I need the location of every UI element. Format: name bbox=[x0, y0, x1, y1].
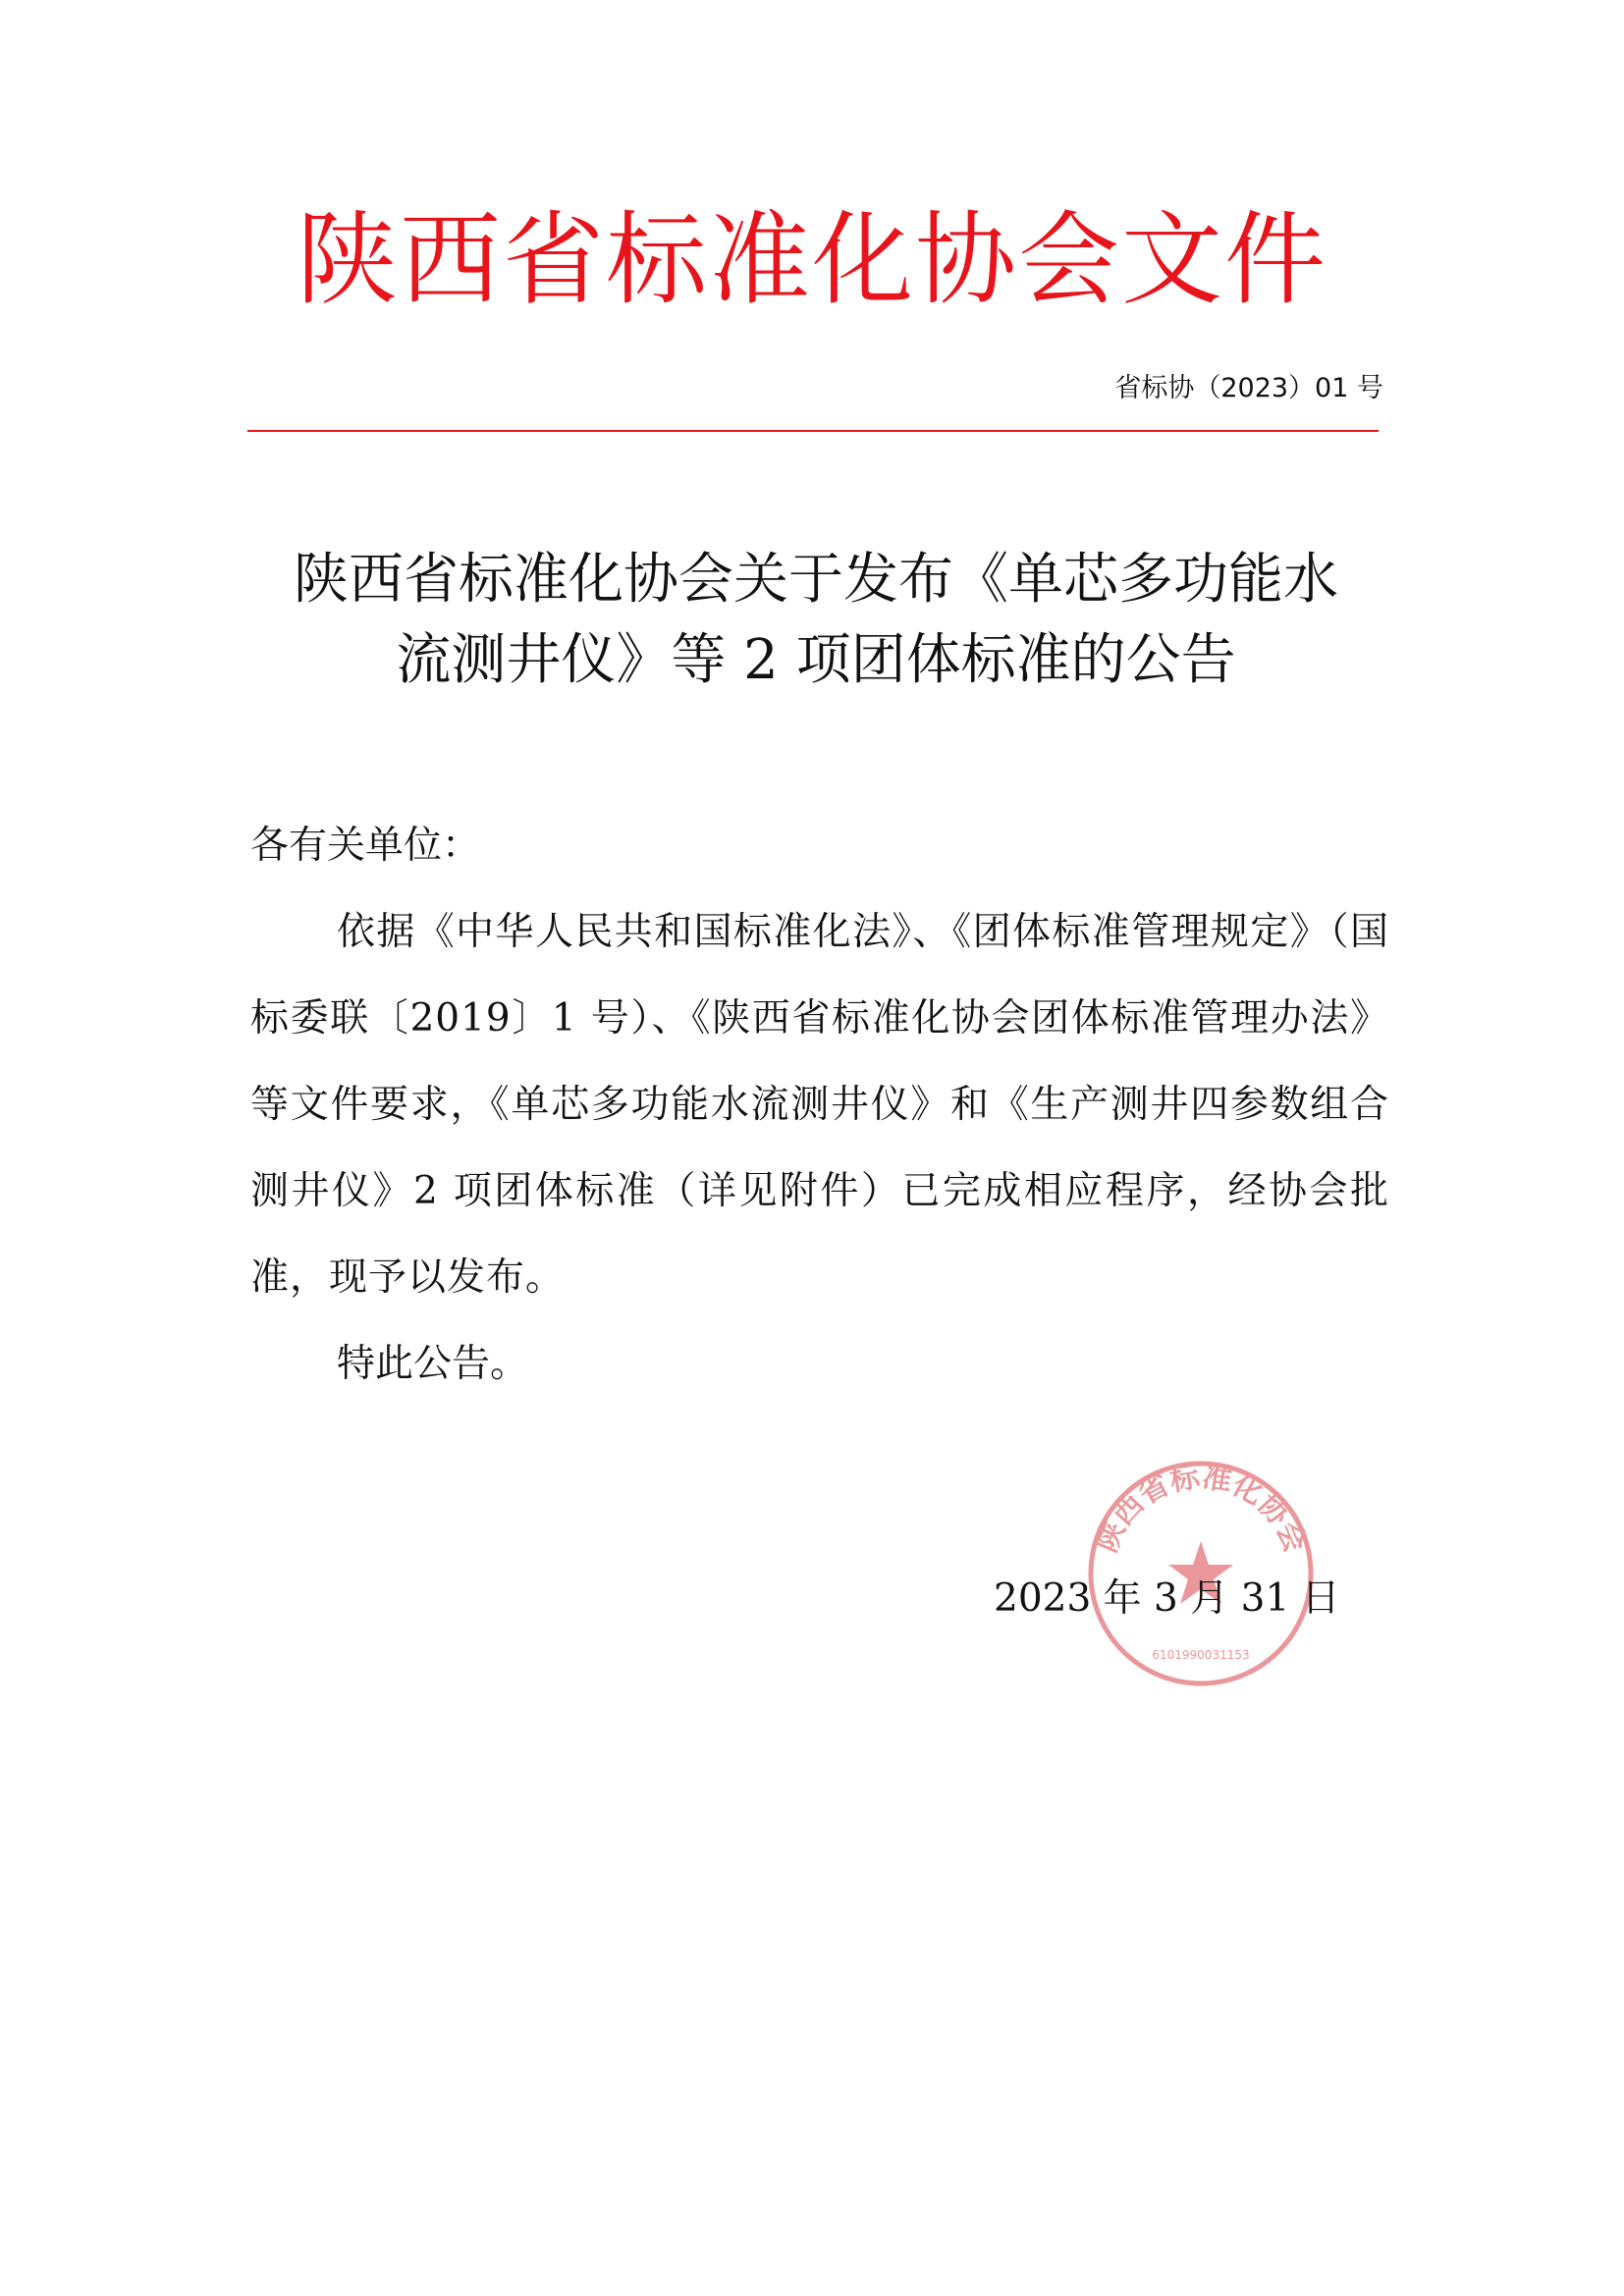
document-number: 省标协（2023）01 号 bbox=[1114, 373, 1383, 403]
seal-text: 陕西省标准化协会 bbox=[1089, 1460, 1313, 1558]
document-body bbox=[250, 803, 1389, 1408]
body-paragraph: 依据《中华人民共和国标准化法》、《团体标准管理规定》（国标委联〔2019〕1 号）、《陕西省标准化协会团体标准管理办法》等文件要求，《单芯多功能水流测井仪》和《生产测井四参数组合测井仪》2 项团体标准（详见附件）已完成相应程序，经协会批准，现予以发布。 bbox=[250, 910, 1389, 1300]
signature-date: 2023 年 3 月 31 日 bbox=[994, 1576, 1340, 1621]
document-masthead: 陕西省标准化协会文件 bbox=[297, 201, 1327, 319]
seal-number: 6101990031153 bbox=[1152, 1648, 1250, 1662]
official-seal bbox=[1078, 1451, 1324, 1696]
title-line-1: 陕西省标准化协会关于发布《单芯多功能水 bbox=[294, 548, 1338, 612]
closing-remark: 特此公告。 bbox=[337, 1342, 529, 1386]
title-line-2: 流测井仪》等 2 项团体标准的公告 bbox=[396, 628, 1236, 692]
document-title bbox=[247, 540, 1384, 701]
red-divider-line bbox=[247, 430, 1379, 432]
addressee: 各有关单位： bbox=[250, 824, 481, 868]
